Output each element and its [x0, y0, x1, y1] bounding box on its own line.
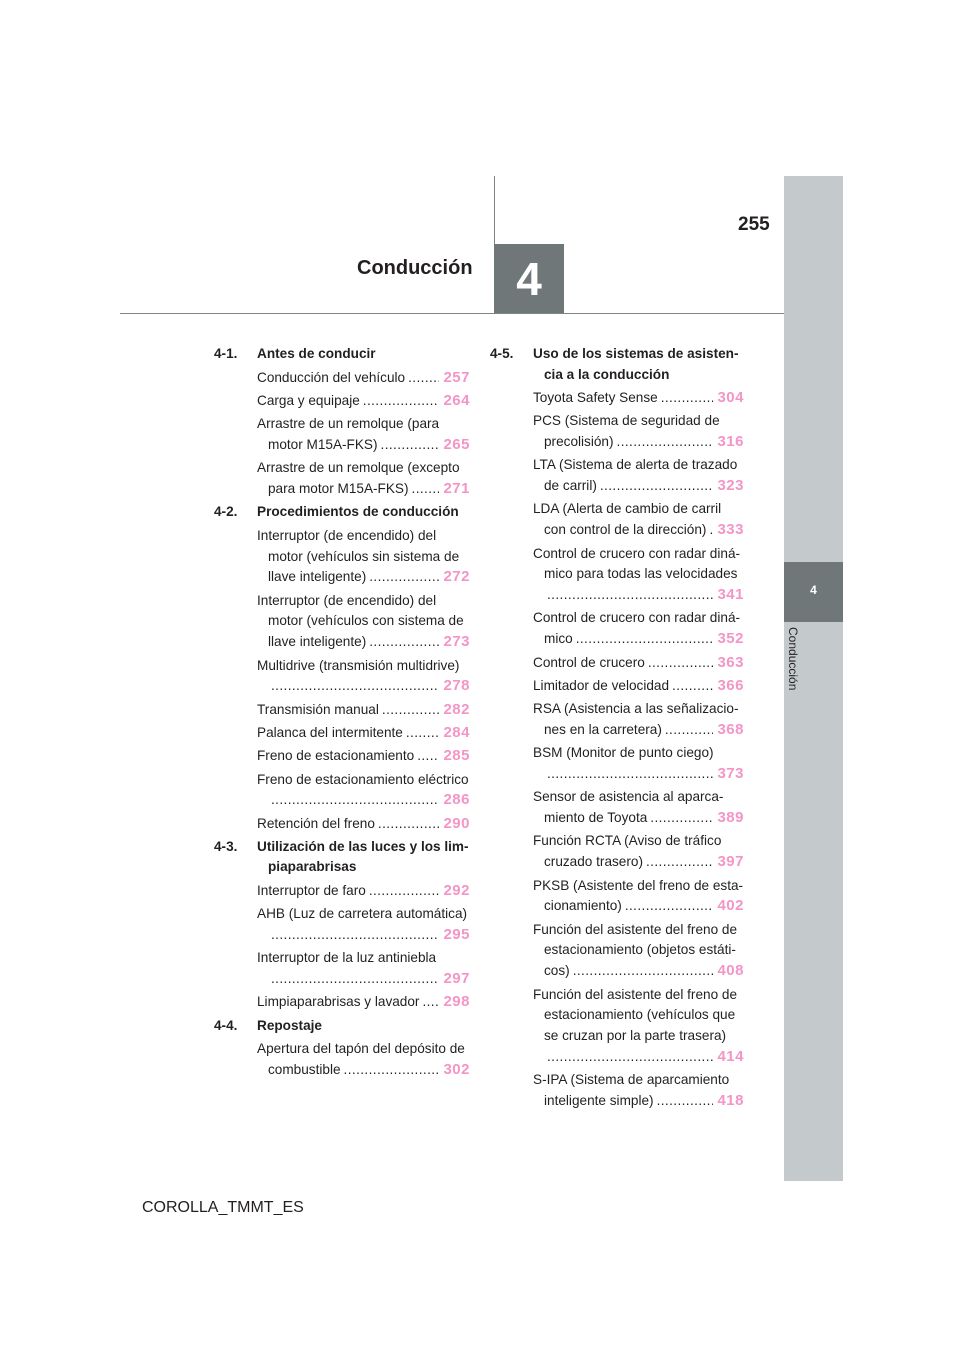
- toc-entry-last-line: [257, 479, 470, 500]
- toc-entry[interactable]: [214, 656, 470, 700]
- toc-leader-dots: [417, 746, 439, 767]
- toc-entry-text: Limpiaparabrisas y lavador: [257, 994, 420, 1010]
- toc-entry[interactable]: [214, 881, 470, 904]
- toc-entry-last-line: [257, 969, 470, 990]
- toc-page-link[interactable]: 368: [717, 720, 744, 738]
- toc-page-link[interactable]: 366: [717, 676, 744, 694]
- toc-entry-last-line: [257, 881, 470, 902]
- toc-entry-text: cos): [544, 963, 570, 979]
- toc-entry-text: Transmisión manual: [257, 701, 379, 717]
- toc-leader-dots: [382, 700, 440, 721]
- toc-entry-text: Multidrive (transmisión multidrive): [257, 657, 460, 673]
- toc-leader-dots: [344, 1060, 440, 1081]
- toc-page-link[interactable]: 333: [717, 521, 744, 539]
- toc-section-title: Procedimientos de conducción: [257, 504, 459, 520]
- toc-entry[interactable]: [490, 876, 744, 920]
- toc-entry[interactable]: [490, 544, 744, 609]
- toc-entry-text: Freno de estacionamiento: [257, 748, 415, 764]
- toc-page-link[interactable]: 290: [443, 814, 470, 832]
- toc-entry[interactable]: [214, 414, 470, 458]
- toc-entry-text: Interruptor de la luz antiniebla: [257, 950, 437, 966]
- chapter-title: Conducción: [357, 257, 473, 279]
- toc-page-link[interactable]: 304: [717, 389, 744, 406]
- toc-leader-dots: [600, 476, 714, 497]
- toc-page-link[interactable]: 273: [443, 633, 470, 651]
- toc-entry[interactable]: [214, 458, 470, 502]
- toc-entry[interactable]: [490, 608, 744, 652]
- toc-entry-text: Arrastre de un remolque (excepto: [257, 460, 460, 476]
- toc-entry-text: Función del asistente del freno de: [533, 986, 738, 1002]
- toc-page-link[interactable]: 278: [443, 677, 470, 695]
- toc-entry-text: Retención del freno: [257, 815, 375, 831]
- toc-entry-last-line: [533, 388, 744, 409]
- toc-entry-text: Conducción del vehículo: [257, 369, 406, 385]
- toc-entry-text: Interruptor de faro: [257, 882, 366, 898]
- toc-leader-dots: [271, 925, 439, 946]
- toc-entry-text: Limitador de velocidad: [533, 677, 670, 693]
- toc-leader-dots: [412, 479, 440, 500]
- toc-page-link[interactable]: 302: [443, 1061, 470, 1079]
- toc-leader-dots: [665, 720, 714, 741]
- toc-leader-dots: [406, 723, 440, 744]
- toc-section-heading: [214, 837, 470, 881]
- toc-entry[interactable]: [490, 831, 744, 875]
- toc-entry-text: Función RCTA (Aviso de tráfico: [533, 833, 722, 849]
- toc-section-heading: [214, 502, 470, 526]
- toc-left-column: [214, 344, 470, 1083]
- toc-entry-last-line: [257, 746, 470, 767]
- toc-entry-text: Sensor de asistencia al aparca-: [533, 789, 724, 805]
- toc-entry-text: motor (vehículos con sistema de: [268, 613, 464, 629]
- toc-section-number: 4-2.: [214, 504, 238, 520]
- toc-right-column: [490, 344, 744, 1114]
- toc-entry-text: llave inteligente): [268, 569, 367, 585]
- toc-page-link[interactable]: 285: [443, 747, 470, 765]
- toc-entry[interactable]: [490, 388, 744, 411]
- toc-entry-text: estacionamiento (vehículos que: [544, 1007, 736, 1023]
- toc-entry-last-line: [533, 629, 744, 650]
- page-number: 255: [738, 214, 770, 235]
- toc-page-link[interactable]: 298: [443, 993, 470, 1011]
- side-tab-label-wrap: [786, 627, 804, 707]
- toc-entry-text: combustible: [268, 1062, 341, 1078]
- toc-section-number: 4-1.: [214, 346, 238, 361]
- toc-entry-last-line: [257, 814, 470, 835]
- toc-leader-dots: [625, 896, 714, 917]
- toc-entry[interactable]: [490, 653, 744, 676]
- toc-entry-last-line: [257, 992, 470, 1013]
- toc-leader-dots: [547, 585, 713, 606]
- toc-entry-last-line: [533, 852, 744, 873]
- toc-leader-dots: [408, 368, 439, 389]
- toc-section-heading: [214, 344, 470, 368]
- toc-entry[interactable]: [214, 770, 470, 814]
- toc-entry[interactable]: [214, 368, 470, 391]
- toc-entry[interactable]: [490, 743, 744, 787]
- toc-entry-last-line: [257, 632, 470, 653]
- toc-page-link[interactable]: 265: [443, 435, 470, 453]
- toc-page-link[interactable]: 272: [443, 568, 470, 586]
- toc-entry-text: AHB (Luz de carretera automática): [257, 906, 468, 922]
- toc-page-link[interactable]: 402: [717, 897, 744, 915]
- toc-leader-dots: [657, 1091, 714, 1112]
- toc-entry-text: Control de crucero: [533, 654, 645, 670]
- toc-entry-text: Carga y equipaje: [257, 392, 360, 408]
- toc-entry[interactable]: [490, 411, 744, 455]
- toc-page-link[interactable]: 323: [717, 477, 744, 495]
- toc-entry-last-line: [257, 368, 470, 389]
- toc-section-number: 4-5.: [490, 346, 514, 361]
- toc-entry[interactable]: [490, 920, 744, 985]
- toc-page-link[interactable]: 297: [443, 970, 470, 988]
- toc-entry[interactable]: [214, 814, 470, 837]
- toc-entry[interactable]: [214, 591, 470, 656]
- toc-entry-last-line: [257, 676, 470, 697]
- chapter-number-box: [494, 244, 564, 314]
- toc-entry-text: LDA (Alerta de cambio de carril: [533, 501, 722, 517]
- toc-leader-dots: [661, 388, 714, 409]
- toc-entry-last-line: [533, 961, 744, 982]
- toc-leader-dots: [422, 992, 439, 1013]
- footer-doc-code: COROLLA_TMMT_ES: [142, 1199, 304, 1216]
- toc-entry[interactable]: [490, 676, 744, 699]
- toc-entry-text: inteligente simple): [544, 1093, 654, 1108]
- toc-entry-text: LTA (Sistema de alerta de trazado: [533, 457, 738, 473]
- toc-section-title: Utilización de las luces y los lim-: [257, 838, 469, 854]
- toc-leader-dots: [646, 852, 713, 873]
- toc-entry-text: miento de Toyota: [544, 810, 648, 826]
- toc-leader-dots: [648, 653, 714, 674]
- toc-entry-text: con control de la dirección): [544, 522, 707, 538]
- toc-entry-text: cionamiento): [544, 898, 622, 914]
- toc-leader-dots: [369, 881, 440, 902]
- toc-entry-last-line: [257, 790, 470, 811]
- toc-entry[interactable]: [490, 455, 744, 499]
- toc-page-link[interactable]: 373: [717, 765, 744, 783]
- toc-page-link[interactable]: 352: [717, 630, 744, 648]
- toc-entry-text: se cruzan por la parte trasera): [544, 1028, 727, 1044]
- toc-leader-dots: [271, 790, 439, 811]
- toc-entry[interactable]: [214, 1039, 470, 1083]
- toc-leader-dots: [547, 1047, 713, 1068]
- toc-page-link[interactable]: 397: [717, 853, 744, 871]
- toc-entry-last-line: [533, 896, 744, 917]
- toc-entry-last-line: [257, 925, 470, 946]
- toc-entry-last-line: [257, 435, 470, 456]
- toc-page-link[interactable]: 363: [717, 653, 744, 671]
- toc-leader-dots: [378, 814, 440, 835]
- toc-entry-text: Interruptor (de encendido) del: [257, 527, 437, 543]
- toc-entry-text: Apertura del tapón del depósito de: [257, 1041, 465, 1057]
- toc-entry[interactable]: [214, 992, 470, 1015]
- toc-entry-last-line: [257, 567, 470, 588]
- toc-entry[interactable]: [490, 699, 744, 743]
- toc-section-title: Uso de los sistemas de asisten-: [533, 346, 739, 361]
- toc-leader-dots: [573, 961, 714, 982]
- toc-entry-text: mico: [544, 631, 573, 647]
- toc-page-link[interactable]: 271: [443, 479, 470, 497]
- toc-entry-last-line: [257, 700, 470, 721]
- toc-page-link[interactable]: 316: [717, 433, 744, 451]
- toc-entry-text: precolisión): [544, 434, 614, 450]
- toc-leader-dots: [709, 520, 713, 541]
- toc-page-link[interactable]: 389: [717, 809, 744, 827]
- toc-section-heading: [490, 344, 744, 388]
- toc-entry-text: nes en la carretera): [544, 721, 662, 737]
- toc-leader-dots: [672, 676, 713, 697]
- toc-entry-text: Toyota Safety Sense: [533, 390, 658, 405]
- toc-leader-dots: [547, 764, 713, 785]
- toc-entry[interactable]: [214, 746, 470, 769]
- header-divider-vertical: [494, 176, 495, 244]
- toc-page-link[interactable]: 418: [717, 1092, 744, 1109]
- toc-page-link[interactable]: 284: [443, 723, 470, 741]
- toc-entry-text: mico para todas las velocidades: [544, 566, 738, 582]
- toc-leader-dots: [381, 435, 440, 456]
- toc-entry[interactable]: [214, 700, 470, 723]
- side-tab-number-box[interactable]: [784, 562, 843, 622]
- toc-entry-text: Freno de estacionamiento eléctrico: [257, 771, 469, 787]
- toc-entry-last-line: [257, 723, 470, 744]
- toc-section-title: Antes de conducir: [257, 346, 376, 361]
- side-tab-number: 4: [810, 583, 817, 597]
- toc-leader-dots: [271, 969, 439, 990]
- toc-section-number: 4-3.: [214, 838, 238, 854]
- toc-entry-last-line: [533, 720, 744, 741]
- toc-entry-last-line: [533, 585, 744, 606]
- toc-section-title: cia a la conducción: [544, 366, 670, 382]
- toc-entry-text: Interruptor (de encendido) del: [257, 592, 437, 608]
- toc-leader-dots: [363, 391, 440, 412]
- toc-entry-text: PCS (Sistema de seguridad de: [533, 413, 720, 429]
- toc-entry[interactable]: [214, 948, 470, 992]
- toc-section-title: Repostaje: [257, 1017, 322, 1033]
- toc-entry-last-line: [533, 764, 744, 785]
- toc-entry[interactable]: [214, 723, 470, 746]
- toc-entry-last-line: [257, 1060, 470, 1081]
- toc-entry-last-line: [533, 432, 744, 453]
- toc-page-link[interactable]: 282: [443, 700, 470, 718]
- toc-entry-last-line: [533, 653, 744, 674]
- toc-entry-text: Control de crucero con radar diná-: [533, 610, 741, 626]
- toc-leader-dots: [271, 676, 439, 697]
- toc-entry-last-line: [533, 1047, 744, 1068]
- toc-entry[interactable]: [214, 526, 470, 591]
- toc-entry-last-line: [533, 476, 744, 497]
- header-divider-horizontal: [120, 313, 784, 314]
- toc-entry-text: para motor M15A-FKS): [268, 480, 409, 496]
- toc-section-title: piaparabrisas: [268, 859, 357, 875]
- toc-entry-text: RSA (Asistencia a las señalizacio-: [533, 701, 739, 717]
- toc-entry-text: de carril): [544, 478, 597, 494]
- side-tab-label: Conducción: [786, 627, 800, 691]
- toc-section-heading: [214, 1016, 470, 1040]
- toc-entry[interactable]: [214, 391, 470, 414]
- toc-entry-text: motor (vehículos sin sistema de: [268, 548, 460, 564]
- toc-entry[interactable]: [490, 787, 744, 831]
- toc-leader-dots: [369, 632, 439, 653]
- toc-entry-text: Palanca del intermitente: [257, 724, 403, 740]
- toc-entry-last-line: [257, 391, 470, 412]
- chapter-number: 4: [516, 253, 542, 305]
- toc-leader-dots: [576, 629, 714, 650]
- toc-page-link[interactable]: 264: [443, 391, 470, 409]
- toc-entry-text: llave inteligente): [268, 634, 367, 650]
- toc-leader-dots: [369, 567, 439, 588]
- toc-entry-last-line: [533, 676, 744, 697]
- toc-entry[interactable]: [490, 985, 744, 1071]
- toc-entry-text: Función del asistente del freno de: [533, 921, 738, 937]
- toc-entry[interactable]: [214, 904, 470, 948]
- toc-page-link[interactable]: 257: [443, 368, 470, 386]
- toc-page-link[interactable]: 414: [717, 1047, 744, 1065]
- toc-leader-dots: [617, 432, 714, 453]
- toc-entry-text: motor M15A-FKS): [268, 436, 378, 452]
- toc-entry-text: S-IPA (Sistema de aparcamiento: [533, 1072, 730, 1088]
- toc-leader-dots: [650, 808, 713, 829]
- toc-entry-last-line: [533, 520, 744, 541]
- toc-entry-text: PKSB (Asistente del freno de esta-: [533, 877, 744, 893]
- toc-entry[interactable]: [490, 1070, 744, 1114]
- toc-page-link[interactable]: 408: [717, 962, 744, 980]
- toc-entry-text: estacionamiento (objetos estáti-: [544, 942, 736, 958]
- toc-page-link[interactable]: 295: [443, 926, 470, 944]
- toc-page-link[interactable]: 341: [717, 586, 744, 604]
- toc-entry-text: BSM (Monitor de punto ciego): [533, 745, 714, 761]
- toc-page-link[interactable]: 292: [443, 881, 470, 899]
- toc-section-number: 4-4.: [214, 1017, 238, 1033]
- toc-entry-text: Control de crucero con radar diná-: [533, 545, 741, 561]
- toc-page-link[interactable]: 286: [443, 791, 470, 809]
- toc-entry-text: cruzado trasero): [544, 854, 643, 870]
- toc-entry-text: Arrastre de un remolque (para: [257, 416, 440, 432]
- toc-entry-last-line: [533, 1091, 744, 1112]
- toc-entry-last-line: [533, 808, 744, 829]
- toc-entry[interactable]: [490, 499, 744, 543]
